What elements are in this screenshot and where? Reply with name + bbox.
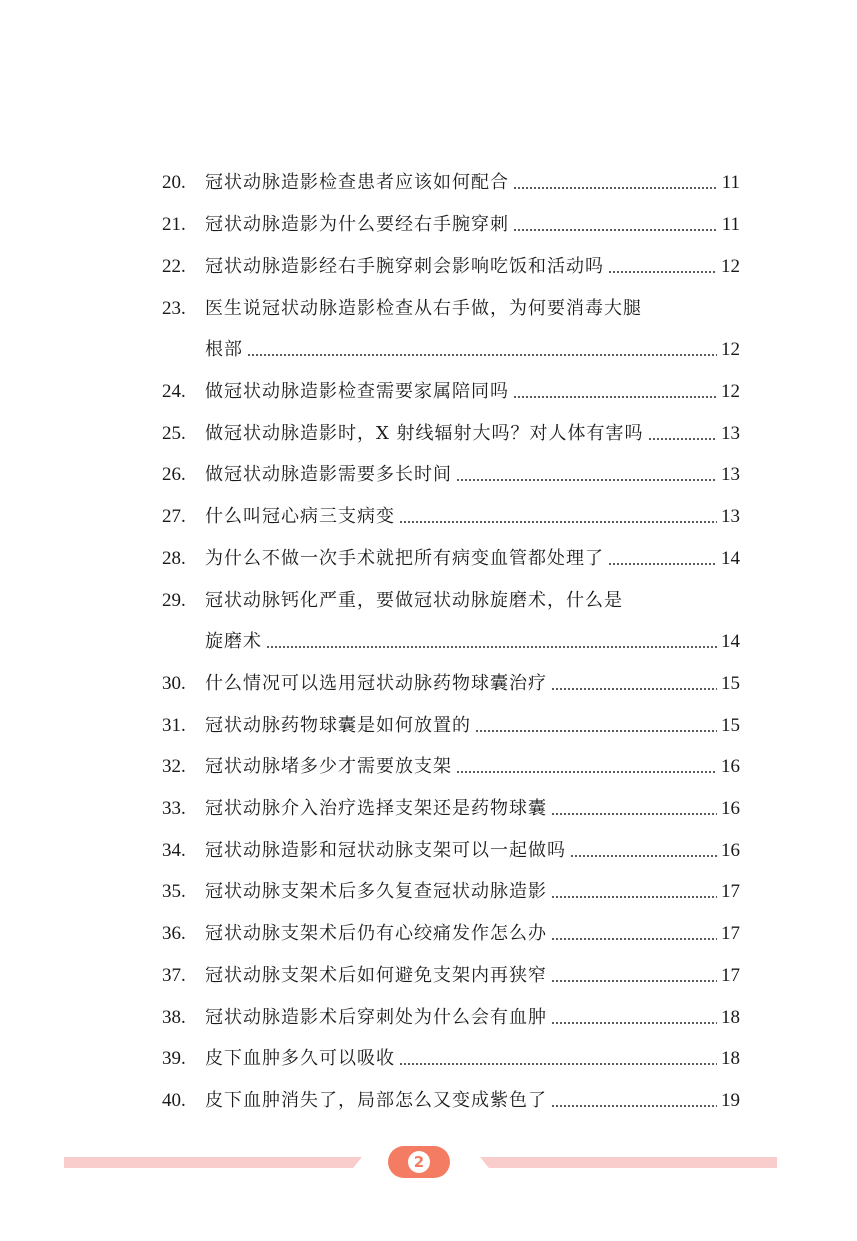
entry-page: 12 bbox=[721, 381, 740, 402]
footer-bar-left bbox=[64, 1157, 362, 1168]
entry-number: 30. bbox=[162, 673, 186, 694]
entry-number: 28. bbox=[162, 548, 186, 569]
dot-leader bbox=[551, 813, 717, 815]
entry-title: 冠状动脉堵多少才需要放支架 bbox=[205, 756, 452, 777]
dot-leader bbox=[551, 688, 717, 690]
toc-entry[interactable] bbox=[162, 784, 740, 820]
entry-title: 皮下血肿消失了，局部怎么又变成紫色了 bbox=[205, 1090, 547, 1111]
dot-leader bbox=[513, 396, 717, 398]
toc-entry[interactable] bbox=[162, 158, 740, 194]
entry-page: 14 bbox=[721, 548, 740, 569]
entry-title: 冠状动脉支架术后多久复查冠状动脉造影 bbox=[205, 881, 547, 902]
entry-page: 15 bbox=[721, 673, 740, 694]
entry-page: 16 bbox=[721, 840, 740, 861]
entry-title-continued: 根部 bbox=[205, 339, 243, 360]
entry-title: 医生说冠状动脉造影检查从右手做，为何要消毒大腿 bbox=[205, 298, 642, 319]
entry-number: 34. bbox=[162, 840, 186, 861]
toc-entry[interactable] bbox=[162, 492, 740, 528]
dot-leader bbox=[551, 896, 717, 898]
page-footer bbox=[0, 1140, 857, 1184]
entry-title: 做冠状动脉造影需要多长时间 bbox=[205, 464, 452, 485]
entry-number: 31. bbox=[162, 715, 186, 736]
entry-number: 24. bbox=[162, 381, 186, 402]
entry-page: 11 bbox=[721, 214, 740, 235]
entry-page: 15 bbox=[721, 715, 740, 736]
toc-entry[interactable] bbox=[162, 534, 740, 570]
toc-entry[interactable] bbox=[162, 200, 740, 236]
toc-entry[interactable] bbox=[162, 951, 740, 987]
entry-number: 32. bbox=[162, 756, 186, 777]
entry-number: 33. bbox=[162, 798, 186, 819]
dot-leader bbox=[513, 187, 717, 189]
dot-leader bbox=[399, 1063, 717, 1065]
toc-entry[interactable] bbox=[162, 367, 740, 403]
toc-entry[interactable] bbox=[162, 1076, 740, 1112]
toc-entry-continuation[interactable] bbox=[205, 325, 740, 361]
entry-number: 37. bbox=[162, 965, 186, 986]
dot-leader bbox=[648, 438, 717, 440]
entry-page: 18 bbox=[721, 1007, 740, 1028]
toc-entry[interactable] bbox=[162, 450, 740, 486]
entry-title: 冠状动脉造影检查患者应该如何配合 bbox=[205, 172, 509, 193]
entry-page: 18 bbox=[721, 1048, 740, 1069]
toc-entry[interactable] bbox=[162, 826, 740, 862]
entry-number: 38. bbox=[162, 1007, 186, 1028]
entry-title: 什么情况可以选用冠状动脉药物球囊治疗 bbox=[205, 673, 547, 694]
page-number: 2 bbox=[408, 1151, 430, 1173]
entry-number: 39. bbox=[162, 1048, 186, 1069]
dot-leader bbox=[247, 354, 717, 356]
entry-page: 19 bbox=[721, 1090, 740, 1111]
page-number-badge bbox=[388, 1146, 450, 1178]
entry-page: 13 bbox=[721, 464, 740, 485]
dot-leader bbox=[570, 855, 717, 857]
entry-title: 冠状动脉介入治疗选择支架还是药物球囊 bbox=[205, 798, 547, 819]
entry-title: 冠状动脉支架术后如何避免支架内再狭窄 bbox=[205, 965, 547, 986]
toc-entry[interactable] bbox=[162, 909, 740, 945]
entry-title: 皮下血肿多久可以吸收 bbox=[205, 1048, 395, 1069]
dot-leader bbox=[266, 646, 717, 648]
toc-entry[interactable] bbox=[162, 576, 740, 612]
toc-entry[interactable] bbox=[162, 701, 740, 737]
footer-bar-right bbox=[480, 1157, 777, 1168]
dot-leader bbox=[475, 730, 717, 732]
entry-page: 17 bbox=[721, 923, 740, 944]
dot-leader bbox=[551, 1022, 717, 1024]
entry-page: 16 bbox=[721, 798, 740, 819]
entry-page: 12 bbox=[721, 256, 740, 277]
entry-number: 35. bbox=[162, 881, 186, 902]
entry-title: 做冠状动脉造影时，X 射线辐射大吗？对人体有害吗 bbox=[205, 423, 644, 444]
toc-entry[interactable] bbox=[162, 242, 740, 278]
entry-number: 26. bbox=[162, 464, 186, 485]
entry-page: 17 bbox=[721, 965, 740, 986]
entry-title: 做冠状动脉造影检查需要家属陪同吗 bbox=[205, 381, 509, 402]
entry-number: 40. bbox=[162, 1090, 186, 1111]
entry-page: 17 bbox=[721, 881, 740, 902]
entry-title: 冠状动脉支架术后仍有心绞痛发作怎么办 bbox=[205, 923, 547, 944]
dot-leader bbox=[513, 229, 717, 231]
toc-entry[interactable] bbox=[162, 993, 740, 1029]
entry-number: 21. bbox=[162, 214, 186, 235]
entry-number: 23. bbox=[162, 298, 186, 319]
entry-number: 29. bbox=[162, 590, 186, 611]
entry-title: 为什么不做一次手术就把所有病变血管都处理了 bbox=[205, 548, 604, 569]
entry-title: 冠状动脉造影和冠状动脉支架可以一起做吗 bbox=[205, 840, 566, 861]
dot-leader bbox=[551, 980, 717, 982]
dot-leader bbox=[551, 1105, 717, 1107]
entry-page: 11 bbox=[721, 172, 740, 193]
entry-number: 20. bbox=[162, 172, 186, 193]
entry-number: 36. bbox=[162, 923, 186, 944]
toc-entry[interactable] bbox=[162, 284, 740, 320]
entry-title: 冠状动脉造影经右手腕穿刺会影响吃饭和活动吗 bbox=[205, 256, 604, 277]
entry-page: 14 bbox=[721, 631, 740, 652]
toc-entry[interactable] bbox=[162, 1034, 740, 1070]
toc-entry[interactable] bbox=[162, 867, 740, 903]
entry-page: 16 bbox=[721, 756, 740, 777]
entry-title: 冠状动脉造影为什么要经右手腕穿刺 bbox=[205, 214, 509, 235]
entry-page: 13 bbox=[721, 506, 740, 527]
entry-page: 12 bbox=[721, 339, 740, 360]
dot-leader bbox=[608, 271, 717, 273]
dot-leader bbox=[456, 479, 717, 481]
toc-entry-continuation[interactable] bbox=[205, 617, 740, 653]
entry-number: 25. bbox=[162, 423, 186, 444]
dot-leader bbox=[608, 563, 717, 565]
dot-leader bbox=[551, 938, 717, 940]
entry-page: 13 bbox=[721, 423, 740, 444]
entry-title-continued: 旋磨术 bbox=[205, 631, 262, 652]
entry-number: 27. bbox=[162, 506, 186, 527]
entry-title: 冠状动脉钙化严重，要做冠状动脉旋磨术，什么是 bbox=[205, 590, 623, 611]
toc-entry[interactable] bbox=[162, 742, 740, 778]
entry-title: 冠状动脉药物球囊是如何放置的 bbox=[205, 715, 471, 736]
dot-leader bbox=[456, 771, 717, 773]
toc-entry[interactable] bbox=[162, 409, 740, 445]
entry-number: 22. bbox=[162, 256, 186, 277]
entry-title: 冠状动脉造影术后穿刺处为什么会有血肿 bbox=[205, 1007, 547, 1028]
dot-leader bbox=[399, 521, 717, 523]
entry-title: 什么叫冠心病三支病变 bbox=[205, 506, 395, 527]
toc-entry[interactable] bbox=[162, 659, 740, 695]
